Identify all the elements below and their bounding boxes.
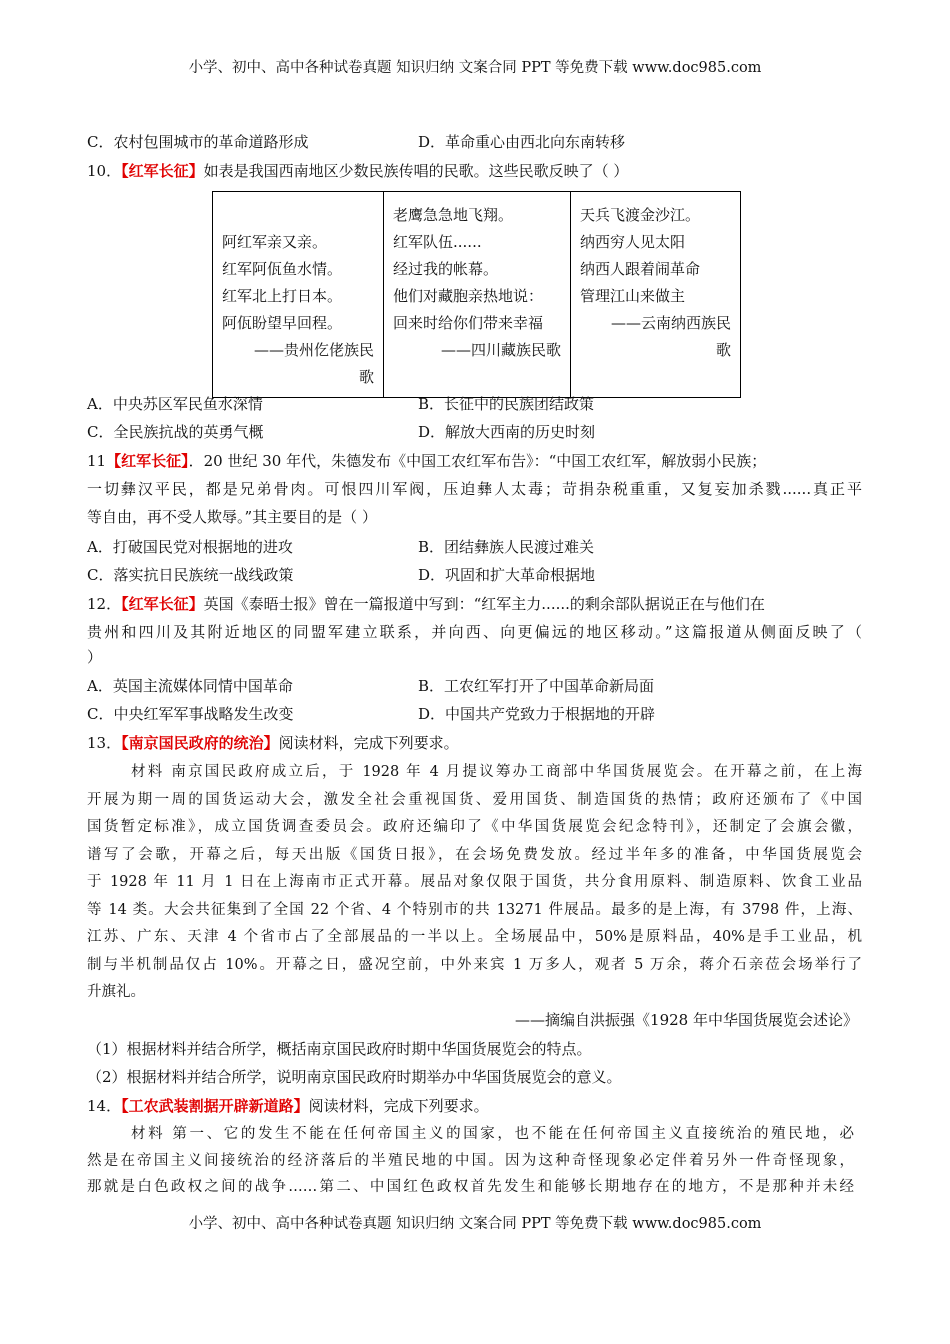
- song-line: 纳西人跟着闹革命: [580, 260, 701, 278]
- song-line: 回来时给你们带来幸福: [393, 314, 544, 332]
- q-text: 如表是我国西南地区少数民族传唱的民歌。这些民歌反映了（ ）: [203, 162, 629, 180]
- q10-option-b: B．长征中的民族团结政策: [418, 395, 595, 413]
- topic-tag: 【红军长征】: [121, 595, 204, 613]
- topic-tag: 【南京国民政府的统治】: [121, 734, 279, 752]
- topic-tag: 【红军长征】: [106, 452, 189, 470]
- q13-sub2: （2）根据材料并结合所学，说明南京国民政府时期举办中华国货展览会的意义。: [87, 1068, 622, 1086]
- song-source: 歌: [715, 341, 731, 359]
- q11-option-c: C．落实抗日民族统一战线政策: [87, 566, 294, 584]
- q11-stem-line3: 等自由，再不受人欺辱。”其主要目的是（ ）: [87, 508, 377, 526]
- q12-stem-line1: [87, 594, 765, 614]
- q12-option-c: C．中央红军军事战略发生改变: [87, 705, 294, 723]
- q10-stem: [87, 161, 628, 181]
- q10-option-a: A．中央苏区军民鱼水深情: [87, 395, 263, 413]
- material-line: 谱写了会歌，开幕之后，每天出版《国货日报》，在会场免费发放。经过半年多的准备，中华国货展览会: [87, 847, 862, 863]
- q12-option-a: A．英国主流媒体同情中国革命: [87, 677, 293, 695]
- material-line: 然是在帝国主义间接统治的经济落后的半殖民地的中国。因为这种奇怪现象必定伴着另外一件奇怪现象，: [87, 1153, 854, 1169]
- q10-option-c: C．全民族抗战的英勇气概: [87, 423, 264, 441]
- material-line: 那就是白色政权之间的战争……第二、中国红色政权首先发生和能够长期地存在的地方，不是那种并未经: [87, 1179, 854, 1195]
- q12-option-b: B．工农红军打开了中国革命新局面: [418, 677, 655, 695]
- page-footer: 小学、初中、高中各种试卷真题 知识归纳 文案合同 PPT 等免费下载 www.doc985.com: [188, 1216, 762, 1232]
- material-line: 等 14 类。大会共征集到了全国 22 个省、4 个特别市的共 13271 件展品。最多的是上海，有 3798 件，上海、: [87, 902, 862, 918]
- song-sichuan: [384, 192, 571, 398]
- song-line: 管理江山来做主: [580, 287, 686, 305]
- song-line: [222, 202, 374, 229]
- topic-tag: 【工农武装割据开辟新道路】: [121, 1097, 309, 1115]
- q-number: 13．: [87, 734, 122, 752]
- material-line: 江苏、广东、天津 4 个省市占了全部展品的一半以上。全场展品中，50%是原料品，40%是手工业品，机: [87, 929, 862, 945]
- material-line: 材料 南京国民政府成立后，于 1928 年 4 月提议筹办工商部中华国货展览会。在开幕之前，在上海: [131, 764, 862, 780]
- q10-option-d: D．解放大西南的历史时刻: [418, 423, 596, 441]
- song-source: ——四川藏族民歌: [440, 341, 561, 359]
- q-number: 14．: [87, 1097, 122, 1115]
- song-line: 红军阿佤鱼水情。: [222, 260, 343, 278]
- q11-stem-line2: 一切彝汉平民，都是兄弟骨肉。可恨四川军阀，压迫彝人太毒；苛捐杂税重重，又复妄加杀戮......真正平: [87, 480, 862, 498]
- q-text: 阅读材料，完成下列要求。: [278, 734, 459, 752]
- q11-option-b: B．团结彝族人民渡过难关: [418, 538, 595, 556]
- q-number: 11: [87, 452, 107, 470]
- q11-stem-line1: [87, 451, 766, 471]
- q9-option-c: C．农村包围城市的革命道路形成: [87, 133, 309, 151]
- material-line: 开展为期一周的国货运动大会，激发全社会重视国货、爱用国货、制造国货的热情；政府还颁布了《中国: [87, 792, 862, 808]
- song-source: ——贵州仡佬族民: [253, 341, 374, 359]
- material-line: 制与半机制品仅占 10%。开幕之日，盛况空前，中外来宾 1 万多人，观者 5 万余，蒋介石亲莅会场举行了: [87, 957, 862, 973]
- material-source: ——摘编自洪振强《1928 年中华国货展览会述论》: [515, 1011, 858, 1029]
- song-line: 老鹰急急地飞翔。: [393, 206, 514, 224]
- q12-option-d: D．中国共产党致力于根据地的开辟: [418, 705, 656, 723]
- song-line: 红军北上打日本。: [222, 287, 343, 305]
- q-text: 英国《泰晤士报》曾在一篇报道中写到：“红军主力......的剩余部队据说正在与他们在: [203, 595, 765, 613]
- song-line: 阿佤盼望早回程。: [222, 314, 343, 332]
- song-line: 纳西穷人见太阳: [580, 233, 686, 251]
- topic-tag: 【红军长征】: [121, 162, 204, 180]
- folk-song-table: [212, 191, 741, 398]
- song-line: 经过我的帐幕。: [393, 260, 499, 278]
- song-line: 天兵飞渡金沙江。: [580, 206, 701, 224]
- material-line: 材料 第一、它的发生不能在任何帝国主义的国家，也不能在任何帝国主义直接统治的殖民地，必: [131, 1126, 854, 1142]
- material-line: 于 1928 年 11 月 1 日在上海南市正式开幕。展品对象仅限于国货，共分食用原料、制造原料、饮食工业品: [87, 874, 862, 890]
- q12-stem-line3: ）: [87, 648, 103, 666]
- q-text: 阅读材料，完成下列要求。: [308, 1097, 489, 1115]
- song-line: 红军队伍......: [393, 233, 482, 251]
- song-yunnan: [571, 192, 741, 398]
- song-line: 他们对藏胞亲热地说：: [393, 287, 544, 305]
- q-number: 10．: [87, 162, 122, 180]
- q-text: ．20 世纪 30 年代，朱德发布《中国工农红军布告》：“中国工农红军，解放弱小民族；: [188, 452, 767, 470]
- q13-sub1: （1）根据材料并结合所学，概括南京国民政府时期中华国货展览会的特点。: [87, 1040, 592, 1058]
- q12-stem-line2: 贵州和四川及其附近地区的同盟军建立联系，并向西、向更偏远的地区移动。”这篇报道从侧面反映了（: [87, 623, 862, 641]
- q-number: 12．: [87, 595, 122, 613]
- q11-option-d: D．巩固和扩大革命根据地: [418, 566, 596, 584]
- q13-stem: [87, 733, 459, 753]
- q11-option-a: A．打破国民党对根据地的进攻: [87, 538, 293, 556]
- song-guizhou: [213, 192, 384, 398]
- song-source: ——云南纳西族民: [610, 314, 731, 332]
- song-line: 阿红军亲又亲。: [222, 233, 328, 251]
- q9-option-d: D．革命重心由西北向东南转移: [418, 133, 626, 151]
- page-header: 小学、初中、高中各种试卷真题 知识归纳 文案合同 PPT 等免费下载 www.doc985.com: [188, 60, 762, 76]
- material-line: 国货暂定标准》，成立国货调查委员会。政府还编印了《中华国货展览会纪念特刊》，还制定了会旗会徽，: [87, 819, 862, 835]
- material-line: 升旗礼。: [87, 984, 145, 1000]
- q14-stem: [87, 1096, 489, 1116]
- song-source: 歌: [358, 368, 374, 386]
